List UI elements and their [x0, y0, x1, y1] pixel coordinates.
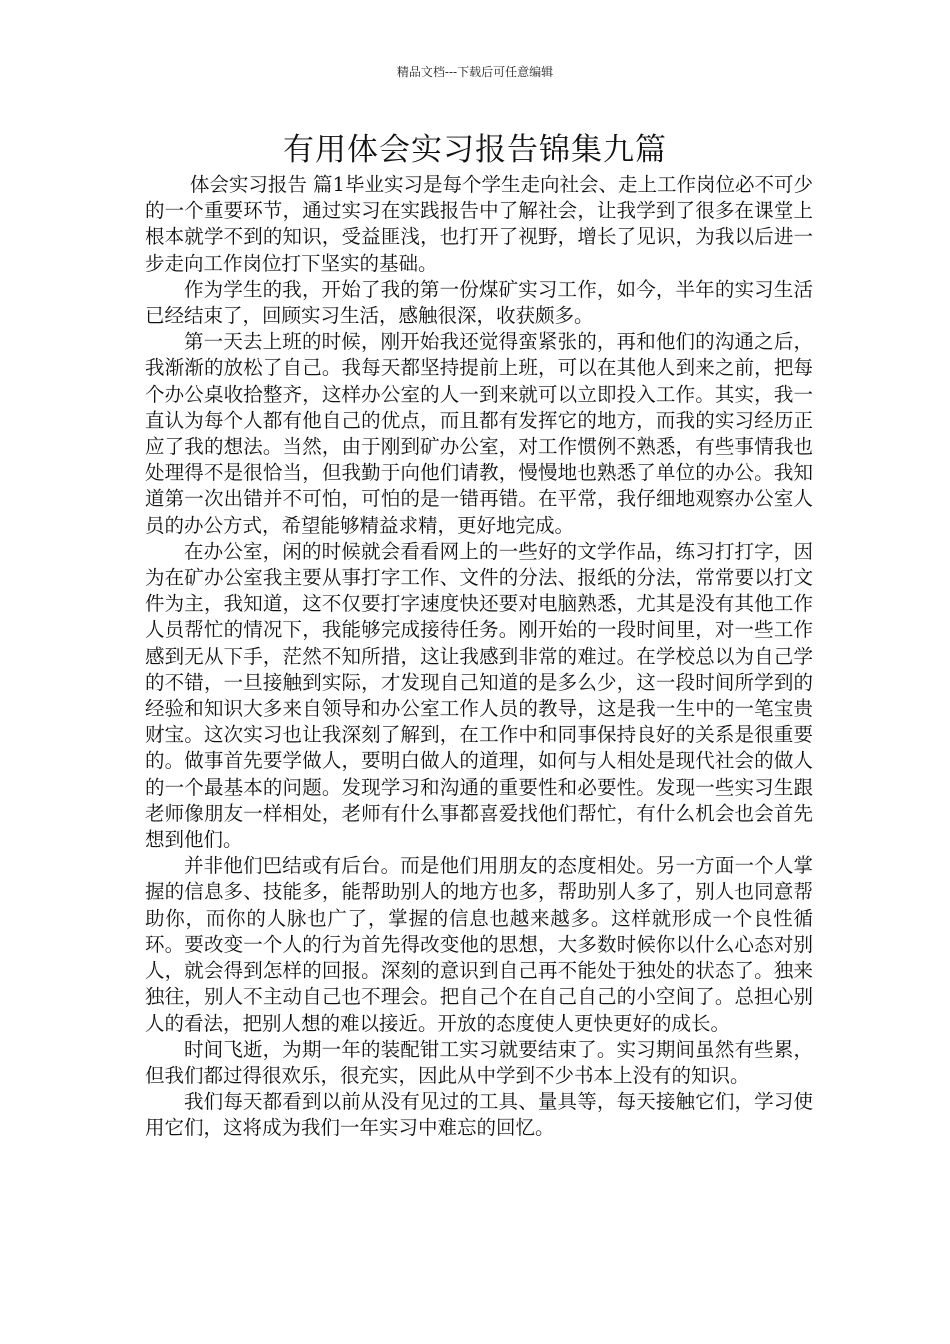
paragraph-3: 第一天去上班的时候，刚开始我还觉得蛮紧张的，再和他们的沟通之后，我渐渐的放松了自己。我每天都坚持提前上班，可以在其他人到来之前，把每个办公桌收拾整齐，这样办公室的人一到来就可以立即投入工作。其实，我一直认为每个人都有他自己的优点，而且都有发挥它的地方，而我的实习经历正应了我的想法。当然，由于刚到矿办公室，对工作惯例不熟悉，有些事情我也处理得不是很恰当，但我勤于向他们请教，慢慢地也熟悉了单位的办公。我知道第一次出错并不可怕，可怕的是一错再错。在平常，我仔细地观察办公室人员的办公方式，希望能够精益求精，更好地完成。 [145, 330, 813, 537]
paragraph-7: 我们每天都看到以前从没有见过的工具、量具等，每天接触它们，学习使用它们，这将成为我们一年实习中难忘的回忆。 [145, 1090, 813, 1140]
paragraph-6: 时间飞逝，为期一年的装配钳工实习就要结束了。实习期间虽然有些累，但我们都过得很欢乐，很充实，因此从中学到不少书本上没有的知识。 [145, 1037, 813, 1087]
paragraph-5: 并非他们巴结或有后台。而是他们用朋友的态度相处。另一方面一个人掌握的信息多、技能多，能帮助别人的地方也多，帮助别人多了，别人也同意帮助你，而你的人脉也广了，掌握的信息也越来越多。这样就形成一个良性循环。要改变一个人的行为首先得改变他的思想，大多数时候你以什么心态对别人，就会得到怎样的回报。深刻的意识到自己再不能处于独处的状态了。独来独往，别人不主动自己也不理会。把自己个在自己自己的小空间了。总担心别人的看法，把别人想的难以接近。开放的态度使人更快更好的成长。 [145, 854, 813, 1035]
paragraph-2: 作为学生的我，开始了我的第一份煤矿实习工作，如今，半年的实习生活已经结束了，回顾实习生活，感触很深，收获颇多。 [145, 277, 813, 328]
document-body [145, 172, 813, 1142]
page-header: 精品文档---下载后可任意编辑 [396, 65, 554, 79]
document-title: 有用体会实习报告锦集九篇 [283, 132, 667, 168]
paragraph-1: 体会实习报告 篇1毕业实习是每个学生走向社会、走上工作岗位必不可少的一个重要环节，通过实习在实践报告中了解社会，让我学到了很多在课堂上根本就学不到的知识，受益匪浅，也打开了视野，增长了见识，为我以后进一步走向工作岗位打下坚实的基础。 [145, 173, 813, 275]
paragraph-4: 在办公室，闲的时候就会看看网上的一些好的文学作品，练习打打字，因为在矿办公室我主要从事打字工作、文件的分法、报纸的分法，常常要以打文件为主，我知道，这不仅要打字速度快还要对电脑熟悉，尤其是没有其他工作人员帮忙的情况下，我能够完成接待任务。刚开始的一段时间里，对一些工作感到无从下手，茫然不知所措，这让我感到非常的难过。在学校总以为自己学的不错，一旦接触到实际，才发现自己知道的是多么少，这一段时间所学到的经验和知识大多来自领导和办公室工作人员的教导，这是我一生中的一笔宝贵财宝。这次实习也让我深刻了解到，在工作中和同事保持良好的关系是很重要的。做事首先要学做人，要明白做人的道理，如何与人相处是现代社会的做人的一个最基本的问题。发现学习和沟通的重要性和必要性。发现一些实习生跟老师像朋友一样相处，老师有什么事都喜爱找他们帮忙，有什么机会也会首先想到他们。 [145, 539, 813, 852]
